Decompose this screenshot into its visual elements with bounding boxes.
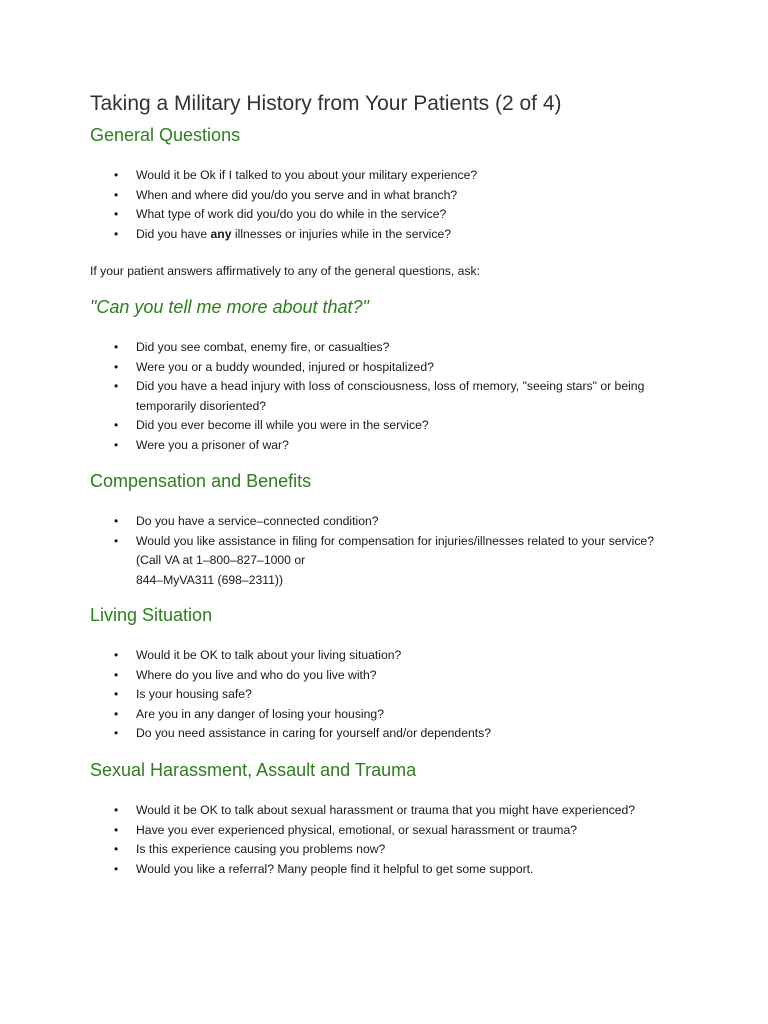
sexual-harassment-list: [90, 801, 690, 879]
list-item: • Would you like a referral? Many people find it helpful to get some support.: [90, 860, 690, 880]
list-item: [90, 225, 690, 245]
tell-me-more-list: [90, 338, 690, 455]
section-heading-tell-me-more: "Can you tell me more about that?": [90, 297, 369, 317]
compensation-list: [90, 512, 690, 590]
section-heading-compensation-benefits: Compensation and Benefits: [90, 471, 312, 491]
list-item-continuation: 844–MyVA311 (698–2311)): [136, 572, 284, 587]
list-item: • Would you like assistance in filing for compensation for injuries/illnesses related to your service?: [90, 532, 690, 552]
list-item: • Were you a prisoner of war?: [90, 436, 690, 456]
list-item: • Do you have a service–connected condition?: [90, 512, 690, 532]
list-item: • What type of work did you/do you do while in the service?: [90, 205, 690, 225]
section-heading-sexual-harassment: Sexual Harassment, Assault and Trauma: [90, 760, 417, 780]
section-heading-general-questions: General Questions: [90, 125, 241, 145]
list-item: • Would it be OK to talk about your living situation?: [90, 646, 690, 666]
document-title: Taking a Military History from Your Patients (2 of 4): [90, 92, 562, 115]
list-item-text-post: illnesses or injuries while in the service?: [231, 226, 452, 241]
list-item: • Where do you live and who do you live with?: [90, 666, 690, 686]
list-item: • Did you have a head injury with loss of consciousness, loss of memory, "seeing stars" or being temporarily disoriented?: [90, 377, 690, 416]
list-item: • Would it be OK to talk about sexual harassment or trauma that you might have experienced?: [90, 801, 690, 821]
list-item: • Did you ever become ill while you were in the service?: [90, 416, 690, 436]
general-questions-list: [90, 166, 690, 244]
list-item: • When and where did you/do you serve and in what branch?: [90, 186, 690, 206]
list-item: • Did you see combat, enemy fire, or casualties?: [90, 338, 690, 358]
list-item: • Are you in any danger of losing your housing?: [90, 705, 690, 725]
living-situation-list: [90, 646, 690, 744]
list-item: • Is your housing safe?: [90, 685, 690, 705]
list-item-continuation: (Call VA at 1–800–827–1000 or: [136, 553, 306, 567]
emphasis-any: any: [210, 226, 232, 241]
list-item: • Is this experience causing you problems now?: [90, 840, 690, 860]
list-item: • Have you ever experienced physical, emotional, or sexual harassment or trauma?: [90, 821, 690, 841]
list-item: • Do you need assistance in caring for yourself and/or dependents?: [90, 724, 690, 744]
list-item-text-pre: Did you have: [136, 226, 211, 241]
list-item: • Would it be Ok if I talked to you about your military experience?: [90, 166, 690, 186]
section-heading-living-situation: Living Situation: [90, 605, 213, 625]
followup-instruction: If your patient answers affirmatively to any of the general questions, ask:: [90, 264, 480, 278]
list-item: • Were you or a buddy wounded, injured or hospitalized?: [90, 358, 690, 378]
